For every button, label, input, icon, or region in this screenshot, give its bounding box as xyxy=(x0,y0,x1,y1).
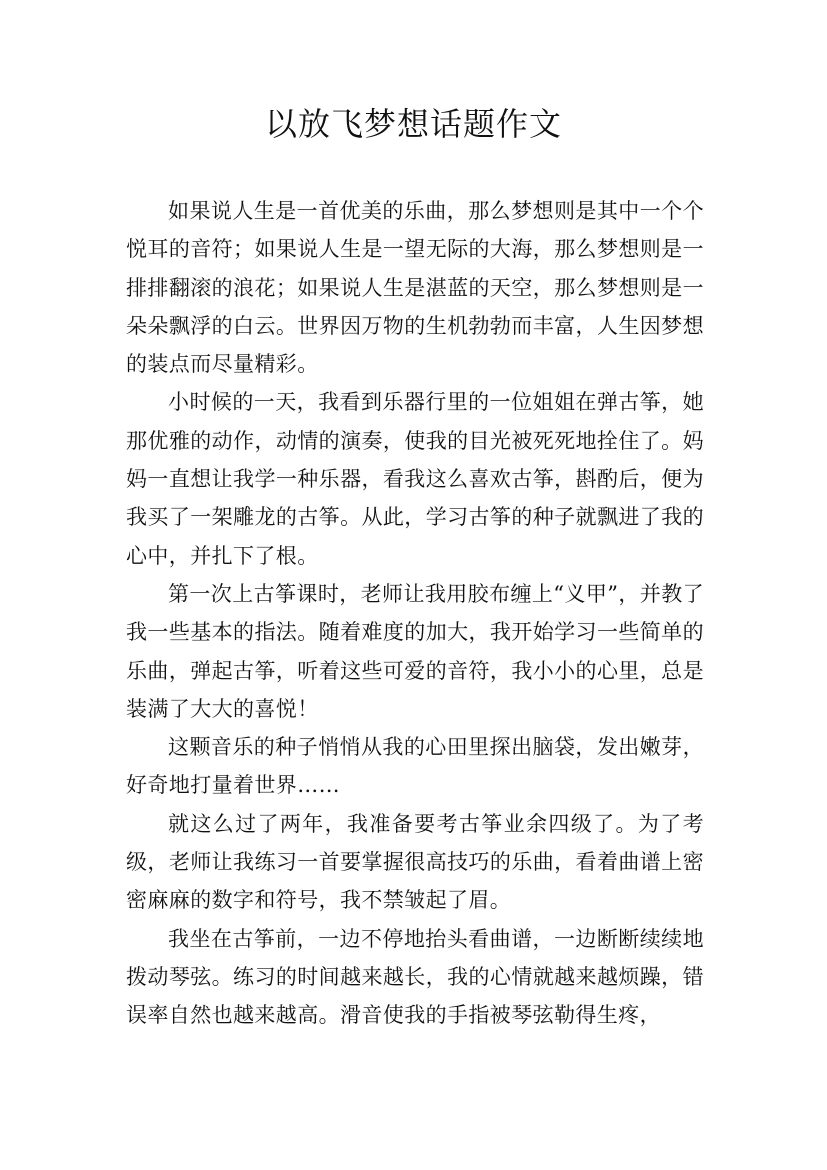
document-body xyxy=(126,192,704,1035)
paragraph-5: 就这么过了两年，我准备要考古筝业余四级了。为了考级，老师让我练习一首要掌握很高技巧的乐曲，看着曲谱上密密麻麻的数字和符号，我不禁皱起了眉。 xyxy=(126,811,704,913)
paragraph-2: 小时候的一天，我看到乐器行里的一位姐姐在弹古筝，她那优雅的动作，动情的演奏，使我的目光被死死地拴住了。妈妈一直想让我学一种乐器，看我这么喜欢古筝，斟酌后，便为我买了一架雕龙的古筝。从此，学习古筝的种子就飘进了我的心中，并扎下了根。 xyxy=(126,390,704,568)
paragraph-3: 第一次上古筝课时，老师让我用胶布缠上“义甲”，并教了我一些基本的指法。随着难度的加大，我开始学习一些简单的乐曲，弹起古筝，听着这些可爱的音符，我小小的心里，总是装满了大大的喜悦！ xyxy=(126,581,704,721)
paragraph-4: 这颗音乐的种子悄悄从我的心田里探出脑袋，发出嫩芽，好奇地打量着世界…… xyxy=(126,735,704,798)
paragraph-1: 如果说人生是一首优美的乐曲，那么梦想则是其中一个个悦耳的音符；如果说人生是一望无际的大海，那么梦想则是一排排翻滚的浪花；如果说人生是湛蓝的天空，那么梦想则是一朵朵飘浮的白云。世界因万物的生机勃勃而丰富，人生因梦想的装点而尽量精彩。 xyxy=(126,199,704,377)
paragraph-6: 我坐在古筝前，一边不停地抬头看曲谱，一边断断续续地拨动琴弦。练习的时间越来越长，我的心情就越来越烦躁，错误率自然也越来越高。滑音使我的手指被琴弦勒得生疼， xyxy=(126,926,704,1028)
document-title: 以放飞梦想话题作文 xyxy=(264,105,562,143)
